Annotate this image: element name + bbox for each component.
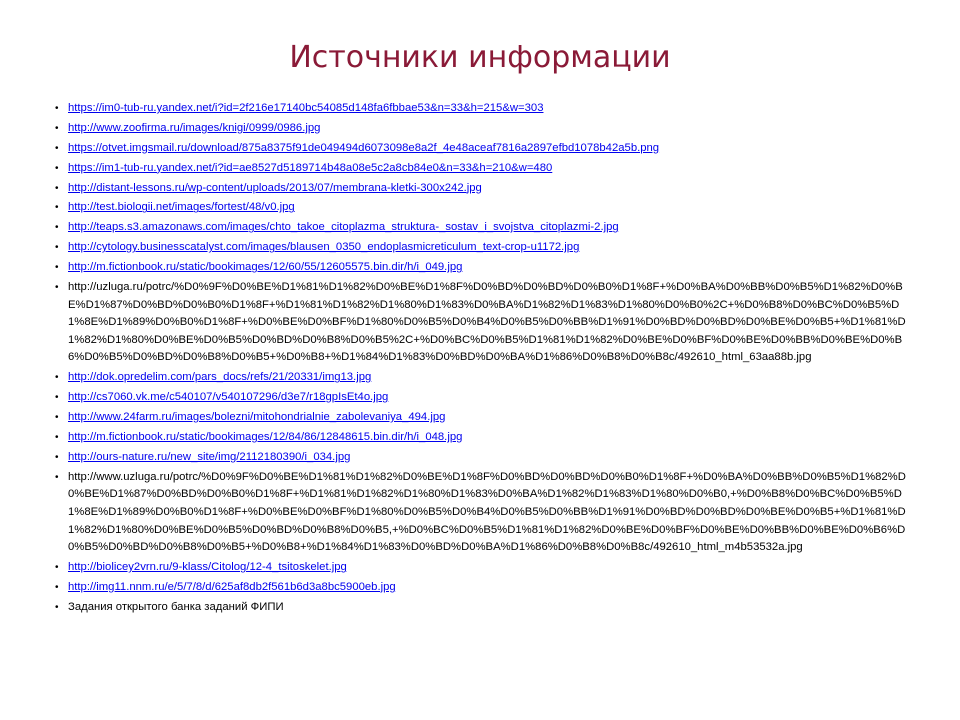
source-link[interactable]: http://www.zoofirma.ru/images/knigi/0999/0986.jpg (68, 121, 321, 134)
source-item (50, 100, 910, 118)
source-link[interactable]: http://cytology.businesscatalyst.com/images/blausen_0350_endoplasmicreticulum_text-crop-u1172.jpg (68, 241, 580, 254)
source-item (50, 389, 910, 407)
source-item (50, 579, 910, 597)
source-item (50, 449, 910, 467)
source-link[interactable]: http://teaps.s3.amazonaws.com/images/chto_takoe_citoplazma_struktura-_sostav_i_svojstva_citoplazmi-2.jpg (68, 221, 619, 234)
source-link[interactable]: http://distant-lessons.ru/wp-content/uploads/2013/07/membrana-kletki-300x242.jpg (68, 181, 482, 194)
source-item (50, 120, 910, 138)
slide-title: Источники информации (289, 40, 671, 75)
sources-list (50, 100, 910, 619)
source-item (50, 219, 910, 237)
source-text: http://www.uzluga.ru/potrc/%D0%9F%D0%BE%D1%81%D1%82%D0%BE%D1%8F%D0%BD%D0%BD%D0%B0%D1%8F+%D0%BA%D0%BB%D0%B5%D1%82%D0%BE%D1%87%D0%BD%D0%B0%D1%8F+%D1%81%D1%82%D1%80%D1%83%D0%BA%D1%82%D1%83%D1%80%D0%B0,+%D0%B8%D0%BC%D0%B5%D1%8E%D1%89%D0%B0%D1%8F+%D0%BE%D0%BF%D1%80%D0%B5%D0%B4%D0%B5%D0%BB%D1%91%D0%BD%D0%BD%D0%BE%D0%B5+%D1%81%D1%82%D1%80%D0%BE%D0%B5%D0%BD%D0%B8%D0%B5,+%D0%BC%D0%B5%D1%81%D1%82%D0%BE%D0%BF%D0%BE%D0%BB%D0%BE%D0%B6%D0%B5%D0%BD%D0%B8%D0%B5+%D0%B8+%D1%84%D1%83%D0%BD%D0%BA%D1%86%D0%B8%D0%B8c/492610_html_m4b53532a.jpg (68, 470, 906, 554)
source-item (50, 599, 910, 617)
source-link[interactable]: http://dok.opredelim.com/pars_docs/refs/21/20331/img13.jpg (68, 371, 372, 384)
source-item (50, 429, 910, 447)
source-link[interactable]: https://otvet.imgsmail.ru/download/875a8375f91de049494d6073098e8a2f_4e48aceaf7816a2897efbd1078b42a5b.png (68, 141, 660, 154)
source-link[interactable]: https://im0-tub-ru.yandex.net/i?id=2f216e17140bc54085d148fa6fbbae53&n=33&h=215&w=303 (68, 102, 544, 114)
source-text: Задания открытого банка заданий ФИПИ (68, 600, 284, 613)
source-item (50, 369, 910, 387)
source-link[interactable]: http://m.fictionbook.ru/static/bookimages/12/84/86/12848615.bin.dir/h/i_048.jpg (68, 430, 463, 443)
source-item (50, 199, 910, 217)
source-item (50, 469, 910, 557)
source-link[interactable]: http://img11.nnm.ru/e/5/7/8/d/625af8db2f561b6d3a8bc5900eb.jpg (68, 580, 396, 593)
source-link[interactable]: http://cs7060.vk.me/c540107/v540107296/d3e7/r18gpIsEt4o.jpg (68, 391, 389, 404)
source-item (50, 160, 910, 178)
source-link[interactable]: http://biolicey2vrn.ru/9-klass/Citolog/12-4_tsitoskelet.jpg (68, 561, 347, 573)
source-item (50, 559, 910, 577)
source-link[interactable]: http://ours-nature.ru/new_site/img/2112180390/i_034.jpg (68, 450, 351, 463)
source-item (50, 239, 910, 257)
source-link[interactable]: http://www.24farm.ru/images/bolezni/mitohondrialnie_zabolevaniya_494.jpg (68, 411, 446, 424)
source-link[interactable]: http://test.biologii.net/images/fortest/48/v0.jpg (68, 201, 295, 214)
source-link[interactable]: https://im1-tub-ru.yandex.net/i?id=ae8527d5189714b48a08e5c2a8cb84e0&n=33&h=210&w=480 (68, 161, 553, 174)
source-item (50, 279, 910, 367)
source-item (50, 259, 910, 277)
source-text: http://uzluga.ru/potrc/%D0%9F%D0%BE%D1%81%D1%82%D0%BE%D1%8F%D0%BD%D0%BD%D0%B0%D1%8F+%D0%BA%D0%BB%D0%B5%D1%82%D0%BE%D1%87%D0%BD%D0%B0%D1%8F+%D1%81%D1%82%D1%80%D1%83%D0%BA%D1%82%D1%83%D1%80%D0%B0%2C+%D0%B8%D0%BC%D0%B5%D1%8E%D1%89%D0%B0%D1%8F+%D0%BE%D0%BF%D1%80%D0%B5%D0%B4%D0%B5%D0%BB%D1%91%D0%BD%D0%BD%D0%BE%D0%B5+%D1%81%D1%82%D1%80%D0%BE%D0%B5%D0%BD%D0%B8%D0%B5%2C+%D0%BC%D0%B5%D1%81%D1%82%D0%BE%D0%BF%D0%BE%D0%BB%D0%BE%D0%B6%D0%B5%D0%BD%D0%B8%D0%B5+%D0%B8+%D1%84%D1%83%D0%BD%D0%BA%D1%86%D0%B8%D0%B8c/492610_html_63aa88b.jpg (68, 281, 906, 364)
source-item (50, 140, 910, 158)
source-item (50, 180, 910, 198)
source-link[interactable]: http://m.fictionbook.ru/static/bookimages/12/60/55/12605575.bin.dir/h/i_049.jpg (68, 261, 463, 274)
source-item (50, 409, 910, 427)
